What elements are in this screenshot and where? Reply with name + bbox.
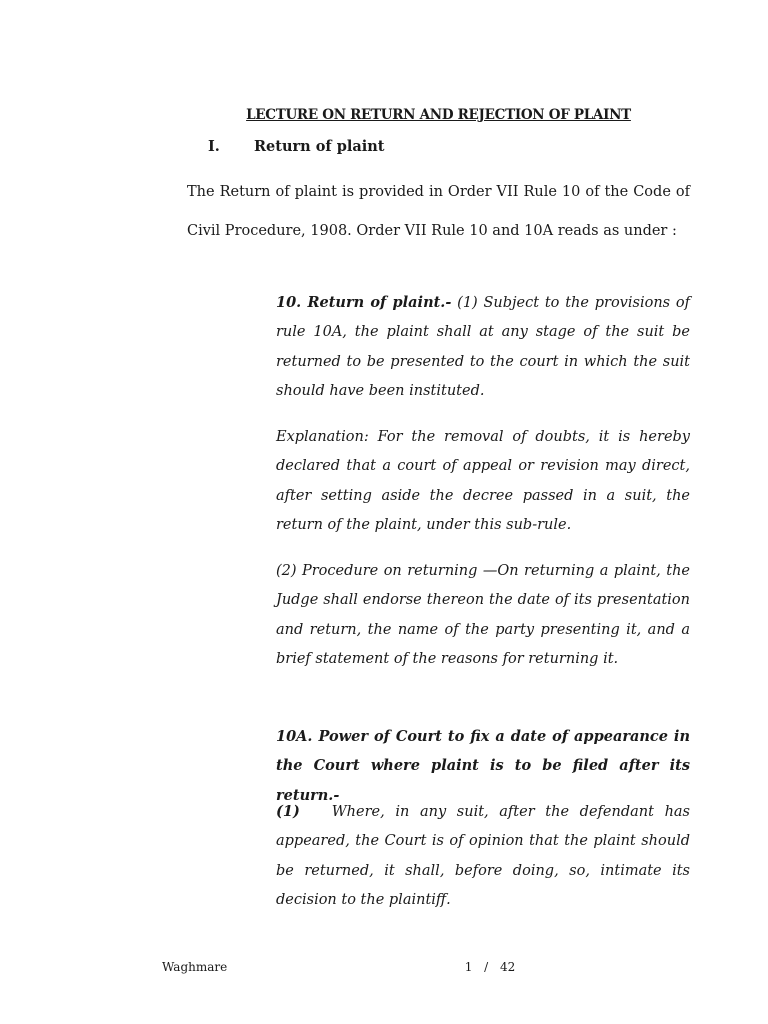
document-title: LECTURE ON RETURN AND REJECTION OF PLAINT xyxy=(246,107,631,123)
subrule-1-paragraph xyxy=(276,797,695,915)
procedure-paragraph: (2) Procedure on returning —On returning a plaint, the Judge shall endorse thereon the date of its presentation and return, the name of the party presenting it, and a brief statement of the reasons for returning it. xyxy=(276,563,690,667)
page-indicator: 1 / 42 xyxy=(464,960,516,974)
section-title: Return of plaint xyxy=(254,138,385,155)
rule-10a-heading: 10A. Power of Court to fix a date of appearance in the Court where plaint is to be filed after its return.- xyxy=(276,728,690,804)
rule-10-paragraph xyxy=(276,288,690,406)
section-number: I. xyxy=(208,138,220,155)
explanation-paragraph: Explanation: For the removal of doubts, it is hereby declared that a court of appeal or revision may direct, after setting aside the decree passed in a suit, the return of the plaint, under this sub-rule. xyxy=(276,429,690,533)
subrule-1-text: Where, in any suit, after the defendant has appeared, the Court is of opinion that the plaint should be returned, it shall, before doing, so, intimate its decision to the plaintiff. xyxy=(276,804,695,908)
rule-10-text: (1) Subject to the provisions of rule 10A, the plaint shall at any stage of the suit be returned to be presented to the court in which the suit should have been instituted. xyxy=(276,295,690,399)
intro-paragraph: The Return of plaint is provided in Order VII Rule 10 of the Code of Civil Procedure, 1908. Order VII Rule 10 and 10A reads as under : xyxy=(187,184,690,239)
subrule-1-number: (1) xyxy=(276,803,300,820)
footer-author: Waghmare xyxy=(162,960,228,974)
rule-10-heading: 10. Return of plaint.- xyxy=(276,294,452,311)
section-heading xyxy=(208,138,385,155)
